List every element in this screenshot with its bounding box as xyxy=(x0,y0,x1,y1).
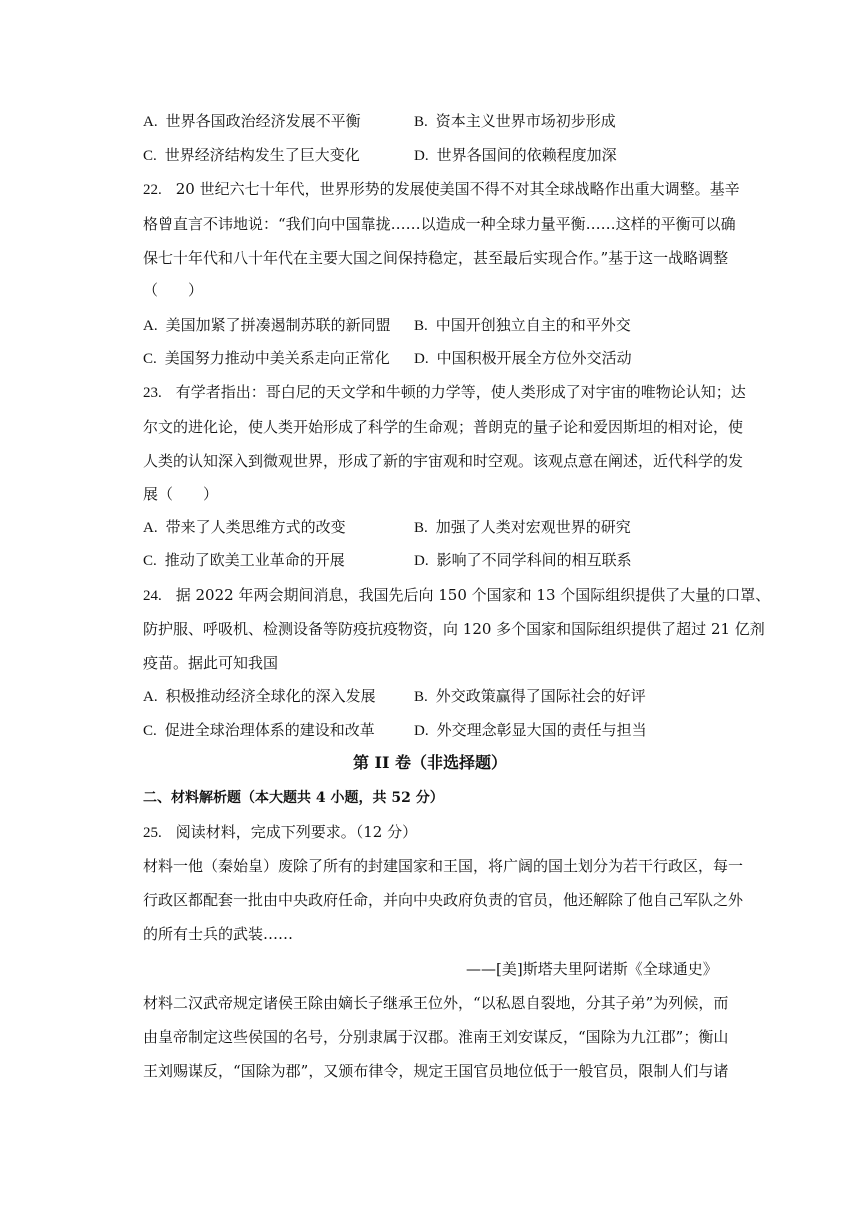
q24-option-c: C. 促进全球治理体系的建设和改革 xyxy=(143,721,375,739)
q24-option-b: B. 外交政策赢得了国际社会的好评 xyxy=(414,687,646,705)
q23-stem-line-4: 展（ ） xyxy=(143,485,219,503)
q25-material2-line-2: 由皇帝制定这些侯国的名号，分别隶属于汉郡。淮南王刘安谋反，“国除为九江郡”；衡山 xyxy=(143,1028,729,1046)
q22-option-d: D. 中国积极开展全方位外交活动 xyxy=(414,349,632,367)
q23-option-a: A. 带来了人类思维方式的改变 xyxy=(143,518,346,536)
q22-stem-line-3: 保七十年代和八十年代在主要大国之间保持稳定，甚至最后实现合作。”基于这一战略调整 xyxy=(143,249,729,267)
q24-stem-line-3: 疫苗。据此可知我国 xyxy=(143,654,279,672)
q22-option-a: A. 美国加紧了拼凑遏制苏联的新同盟 xyxy=(143,316,391,334)
q24-option-a: A. 积极推动经济全球化的深入发展 xyxy=(143,687,376,705)
q23-option-b: B. 加强了人类对宏观世界的研究 xyxy=(414,518,631,536)
section2-heading: 二、材料解析题（本大题共 4 小题，共 52 分） xyxy=(143,790,444,806)
q25-material2-line-1: 材料二汉武帝规定诸侯王除由嫡长子继承王位外，“以私恩自裂地，分其子弟”为列候，而 xyxy=(143,994,729,1012)
q21-option-b: B. 资本主义世界市场初步形成 xyxy=(414,112,616,130)
q21-option-d: D. 世界各国间的依赖程度加深 xyxy=(414,146,617,164)
q24-stem-line-2: 防护服、呼吸机、检测设备等防疫抗疫物资，向 120 多个国家和国际组织提供了超过 21 亿剂 xyxy=(143,620,765,638)
q25-prompt: 25. 阅读材料，完成下列要求。（12 分） xyxy=(143,823,418,841)
q23-option-d: D. 影响了不同学科间的相互联系 xyxy=(414,551,632,569)
q23-option-c: C. 推动了欧美工业革命的开展 xyxy=(143,551,345,569)
q22-stem-line-1: 22. 20 世纪六七十年代，世界形势的发展使美国不得不对其全球战略作出重大调整。基辛 xyxy=(143,180,740,198)
q21-option-c: C. 世界经济结构发生了巨大变化 xyxy=(143,146,360,164)
q22-option-b: B. 中国开创独立自主的和平外交 xyxy=(414,316,631,334)
q23-stem-line-3: 人类的认知深入到微观世界，形成了新的宇宙观和时空观。该观点意在阐述，近代科学的发 xyxy=(143,452,744,470)
q22-stem-line-4: （ ） xyxy=(143,281,204,299)
q25-material2-line-3: 王刘赐谋反，“国除为郡”，又颁布律令，规定王国官员地位低于一般官员，限制人们与诸 xyxy=(143,1062,729,1080)
part2-title: 第 II 卷（非选择题） xyxy=(352,753,508,772)
q25-material1-line-2: 行政区都配套一批由中央政府任命，并向中央政府负责的官员，他还解除了他自己军队之外 xyxy=(143,891,744,909)
q25-material1-source: ——[美]斯塔夫里阿诺斯《全球通史》 xyxy=(466,960,718,978)
q22-stem-line-2: 格曾直言不讳地说：“我们向中国靠拢……以造成一种全球力量平衡……这样的平衡可以确 xyxy=(143,215,736,233)
q24-stem-line-1: 24. 据 2022 年两会期间消息，我国先后向 150 个国家和 13 个国际组织提供了大量的口罩、 xyxy=(143,586,771,604)
q24-option-d: D. 外交理念彰显大国的责任与担当 xyxy=(414,721,647,739)
q22-option-c: C. 美国努力推动中美关系走向正常化 xyxy=(143,349,390,367)
q25-material1-line-1: 材料一他（秦始皇）废除了所有的封建国家和王国，将广阔的国土划分为若干行政区，每一 xyxy=(143,857,744,875)
q23-stem-line-2: 尔文的进化论，使人类开始形成了科学的生命观；普朗克的量子论和爱因斯坦的相对论，使 xyxy=(143,418,744,436)
q25-material1-line-3: 的所有士兵的武装…… xyxy=(143,925,294,943)
q23-stem-line-1: 23. 有学者指出：哥白尼的天文学和牛顿的力学等，使人类形成了对宇宙的唯物论认知；达 xyxy=(143,383,746,401)
q21-option-a: A. 世界各国政治经济发展不平衡 xyxy=(143,112,361,130)
